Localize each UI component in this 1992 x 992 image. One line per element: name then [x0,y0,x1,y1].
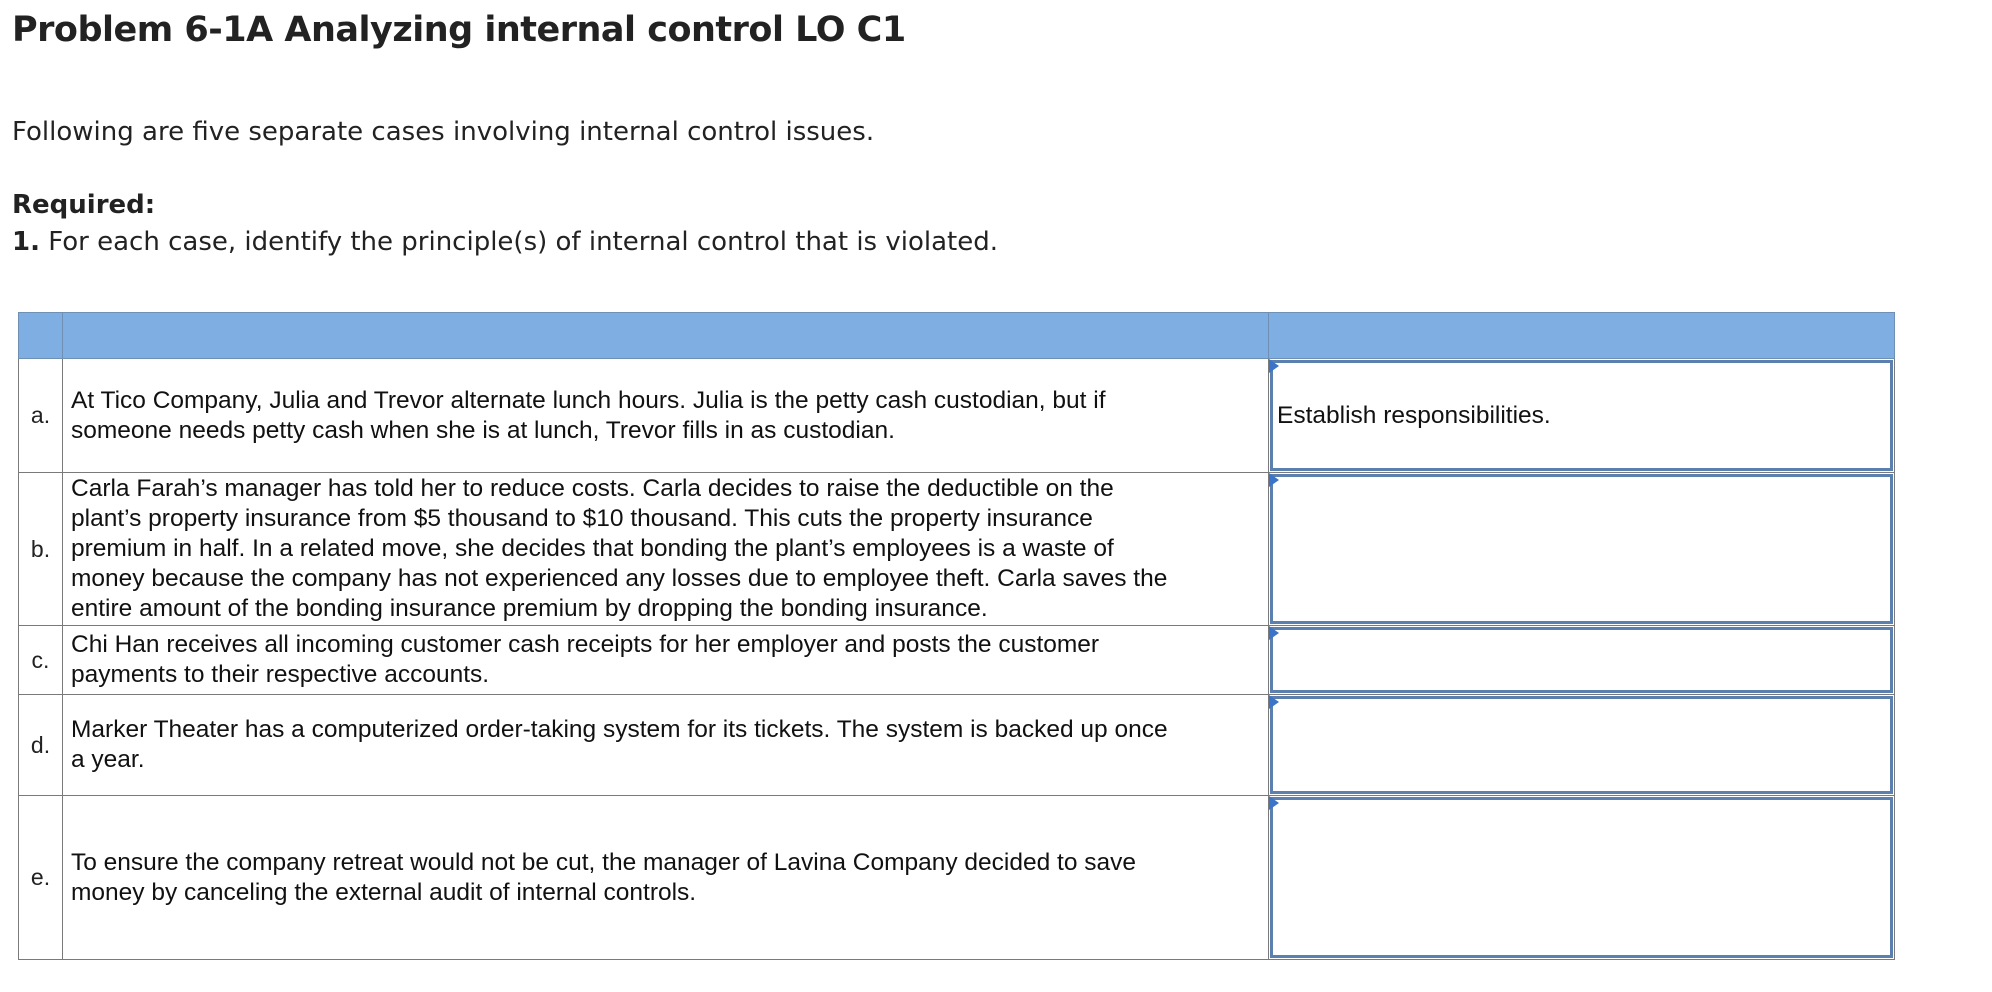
case-description [63,695,1269,796]
case-letter: e. [19,796,63,960]
case-description-line: Carla Farah’s manager has told her to reduce costs. Carla decides to raise the deductible on the [71,475,1114,502]
case-description-line: a year. [71,746,145,773]
intro-text: Following are five separate cases involving internal control issues. [12,117,875,147]
requirement-number: 1. [12,227,40,257]
table-header-row [19,313,1895,359]
table-row [19,473,1895,626]
table-row [19,626,1895,695]
page-title: Problem 6-1A Analyzing internal control LO C1 [12,10,906,50]
case-description-line: money because the company has not experienced any losses due to employee theft. Carla saves the [71,565,1168,592]
header-cell-answer [1269,313,1895,359]
answer-select[interactable] [1270,797,1893,958]
dropdown-marker-icon[interactable] [1269,695,1279,709]
answer-select[interactable] [1270,474,1893,624]
table-row [19,695,1895,796]
dropdown-marker-icon[interactable] [1269,796,1279,810]
answer-select[interactable] [1270,360,1893,471]
answer-select[interactable] [1270,627,1893,693]
case-description-line: Marker Theater has a computerized order-taking system for its tickets. The system is backed up once [71,716,1168,743]
requirement-text: For each case, identify the principle(s) of internal control that is violated. [39,227,998,257]
case-description-line: someone needs petty cash when she is at lunch, Trevor fills in as custodian. [71,416,895,444]
table-row [19,359,1895,473]
case-description [63,796,1269,960]
answer-cell [1269,473,1895,626]
answer-value: Establish responsibilities. [1277,401,1551,429]
answer-cell [1269,626,1895,695]
cases-table [18,312,1895,960]
requirement-item [12,227,998,257]
case-letter: a. [19,359,63,473]
case-description-line: money by canceling the external audit of internal controls. [71,878,697,906]
table-row [19,796,1895,960]
answer-cell [1269,796,1895,960]
required-heading: Required: [12,190,156,220]
answer-cell [1269,695,1895,796]
case-description-line: To ensure the company retreat would not be cut, the manager of Lavina Company decided to save [71,848,1137,876]
case-description-line: At Tico Company, Julia and Trevor alternate lunch hours. Julia is the petty cash custodian, but if [71,386,1106,414]
dropdown-marker-icon[interactable] [1269,359,1279,373]
case-description-line: entire amount of the bonding insurance premium by dropping the bonding insurance. [71,595,988,622]
case-description-line: payments to their respective accounts. [71,661,490,688]
header-cell-letter [19,313,63,359]
case-description-line: Chi Han receives all incoming customer cash receipts for her employer and posts the customer [71,631,1100,658]
dropdown-marker-icon[interactable] [1269,473,1279,487]
case-description [63,473,1269,626]
case-description-line: premium in half. In a related move, she decides that bonding the plant’s employees is a waste of [71,535,1114,562]
dropdown-marker-icon[interactable] [1269,626,1279,640]
case-description-line: plant’s property insurance from $5 thousand to $10 thousand. This cuts the property insurance [71,505,1093,532]
case-description [63,626,1269,695]
answer-cell [1269,359,1895,473]
case-letter: d. [19,695,63,796]
header-cell-description [63,313,1269,359]
case-letter: c. [19,626,63,695]
case-letter: b. [19,473,63,626]
case-description [63,359,1269,473]
answer-select[interactable] [1270,696,1893,794]
